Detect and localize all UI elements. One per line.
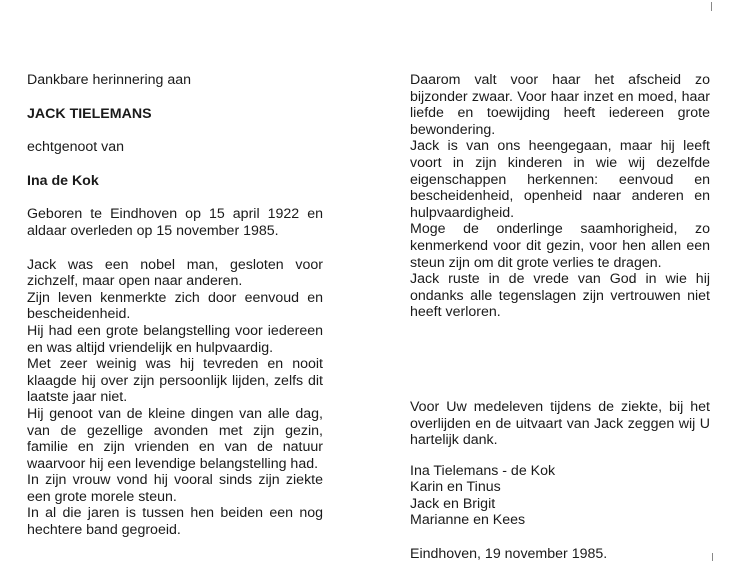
birth-death-text: Geboren te Eindhoven op 15 april 1922 en aldaar overleden op 15 november 1985. [27,206,323,239]
family-signatures [410,463,710,529]
paragraph: In zijn vrouw vond hij vooral sinds zijn ziekte een grote morele steun. [27,472,323,505]
paragraph: Daarom valt voor haar het afscheid zo bijzonder zwaar. Voor haar inzet en moed, haar liefde en toewijding heeft iedereen grote bewondering. [410,72,710,138]
paragraph: Zijn leven kenmerkte zich door eenvoud en bescheidenheid. [27,289,323,323]
family-line: Jack en Brigit [410,495,496,512]
thanks-text: Voor Uw medeleven tijdens de ziekte, bij het overlijden en de uitvaart van Jack zeggen wij U hartelijk dank. [410,398,710,449]
paragraph: In al die jaren is tussen hen beiden een nog hechtere band gegroeid. [27,505,323,539]
family-line: Karin en Tinus [410,479,501,496]
paragraph: Hij had een grote belangstelling voor iedereen en was altijd vriendelijk en hulpvaardig. [27,322,323,356]
paragraph: Jack is van ons heengegaan, maar hij leeft voort in zijn kinderen in wie wij dezelfde eigenschappen herkennen: eenvoud en bescheidenheid, openheid naar anderen en hulpvaardigheid. [410,138,710,221]
left-column [27,72,323,539]
scan-mark [712,553,713,561]
intro-line: Dankbare herinnering aan [27,72,192,88]
right-column [410,72,710,563]
family-line: Ina Tielemans - de Kok [410,462,556,479]
paragraph: Jack ruste in de vrede van God in wie hij ondanks alle tegenslagen zijn vertrouwen niet heeft verloren. [410,271,710,321]
spouse-name: Ina de Kok [27,172,99,189]
deceased-name: JACK TIELEMANS [27,105,152,122]
paragraph: Hij genoot van de kleine dingen van alle dag, van de gezellige avonden met zijn gezin, familie en zijn vrienden en van de natuur waarvoor hij een levendige belangstelling had. [27,405,323,472]
family-line: Marianne en Kees [410,512,526,529]
relation-line: echtgenoot van [27,139,125,156]
paragraph: Moge de onderlinge saamhorigheid, zo kenmerkend voor dit gezin, voor hen allen een steun zijn om dit grote verlies te dragen. [410,221,710,271]
place-date: Eindhoven, 19 november 1985. [410,546,608,563]
paragraph: Jack was een nobel man, gesloten voor zichzelf, maar open naar anderen. [27,256,323,290]
scan-mark [711,2,712,11]
paragraph: Met zeer weinig was hij tevreden en nooit klaagde hij over zijn persoonlijk lijden, zelfs dit laatste jaar niet. [27,356,323,406]
